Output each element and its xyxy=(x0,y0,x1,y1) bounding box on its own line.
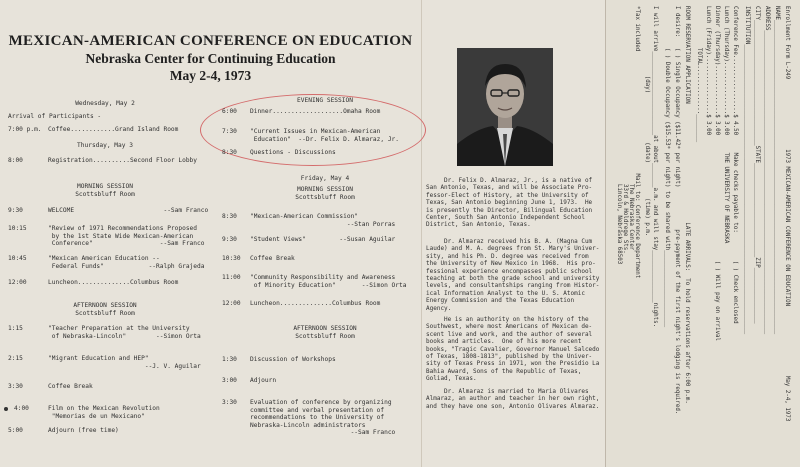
session-time: 10:30 xyxy=(222,255,241,262)
fold-line xyxy=(421,0,422,467)
thu-morning-room: Scottsbluff Room xyxy=(75,191,135,198)
thu-morning-title: MORNING SESSION xyxy=(77,183,133,190)
registration-event: Registration..........Second Floor Lobby xyxy=(48,157,198,164)
session-time: 5:00 xyxy=(8,427,23,434)
form-address-field[interactable]: ADDRESS_______________________________________________________________________________________ xyxy=(764,6,770,335)
evening-title: EVENING SESSION xyxy=(297,97,353,104)
bio-paragraph: Dr. Felix D. Almaraz, Jr., is a native of San Antonio, Texas, and will be Associate Pro- fessor-Elect of History, at the University of Texas, San Antonio beginning June 1, 1973. He is presently the Director, Bilingual Education Center, South San Antonio Independent School District, San Antonio, Texas. xyxy=(426,177,593,229)
session-entry: Adjourn (free time) xyxy=(48,427,119,434)
session-time: 9:30 xyxy=(222,236,237,243)
bio-paragraph: Dr. Almaraz received his B. A. (Magna Cum Laude) and M. A. degrees from St. Mary's Univer- sity, and his Ph. D. degree was received from the University of New Mexico in 1968. His pro- fessional experience encompasses public school teaching at both the grade school and university levels, and consultantships ranging from Histor- ical Information Analyst to the U. S. Atomic Energy Commission and the Texas Education Agency. xyxy=(426,238,600,312)
session-entry: Coffee Break xyxy=(250,255,295,262)
friday-heading: Friday, May 4 xyxy=(300,175,350,182)
conference-dates: May 2-4, 1973 xyxy=(169,68,252,83)
form-institution-field[interactable]: INSTITUTION___________________________________________________________________________________ xyxy=(744,6,750,335)
coffee-event: Coffee............Grand Island Room xyxy=(48,126,179,133)
session-time: 7:30 xyxy=(222,128,237,135)
wednesday-heading: Wednesday, May 2 xyxy=(75,100,135,107)
session-time: 8:30 xyxy=(222,213,237,220)
arrival-label: Arrival of Participants - xyxy=(8,113,102,120)
form-header: Enrollment Form L-249 1973 MEXICAN-AMERICAN CONFERENCE ON EDUCATION May 2-4, 1973 xyxy=(784,6,790,422)
form-fee-line: Dinner (Thursday)..............$ 3.00 ( ) Will pay on arrival xyxy=(714,6,720,342)
session-time: 10:45 xyxy=(8,255,27,262)
fri-morning-room: Scottsbluff Room xyxy=(295,194,355,201)
session-entry: "Student Views" --Susan Aguilar xyxy=(250,236,396,243)
margin-mark xyxy=(4,407,8,411)
form-fee-line: Conference Fee.................$ 4.50 Make checks payable to: ( ) Check enclosed xyxy=(732,6,738,324)
registration-time: 8:00 xyxy=(8,157,23,164)
session-entry: Luncheon..............Columbus Room xyxy=(250,300,381,307)
bio-paragraph: Dr. Almaraz is married to Maria Olivares Almaraz, an author and teacher in her own right, and they have one son, Antonio Olivares Almaraz. xyxy=(426,388,600,410)
fri-afternoon-title: AFTERNOON SESSION xyxy=(293,325,357,332)
fri-afternoon-room: Scottsbluff Room xyxy=(295,333,355,340)
session-entry: Coffee Break xyxy=(48,383,93,390)
session-time: 1:30 xyxy=(222,356,237,363)
conference-host: Nebraska Center for Continuing Education xyxy=(85,51,336,66)
session-time: 2:15 xyxy=(8,355,23,362)
session-entry: "Mexican-American Commission" --Stan Porras xyxy=(250,213,396,228)
fri-morning-title: MORNING SESSION xyxy=(297,186,353,193)
session-entry: Dinner...................Omaha Room xyxy=(250,108,381,115)
session-time: 10:15 xyxy=(8,225,27,232)
coffee-time: 7:00 p.m. xyxy=(8,126,42,133)
form-name-field[interactable]: NAME__________________________________________________________________________________________ xyxy=(774,6,780,335)
session-time: 3:30 xyxy=(222,399,237,406)
form-fee-line: Lunch (Thursday)...............$ 3.00 THE UNIVERSITY OF NEBRASKA xyxy=(723,6,729,244)
form-total-field[interactable]: TOTAL..............________ xyxy=(696,6,702,143)
session-time: 12:00 xyxy=(222,300,241,307)
session-entry: WELCOME --Sam Franco xyxy=(48,207,209,214)
session-time: 1:15 xyxy=(8,325,23,332)
session-entry: Luncheon..............Columbus Room xyxy=(48,279,179,286)
thu-afternoon-title: AFTERNOON SESSION xyxy=(73,302,137,309)
session-time: 12:00 xyxy=(8,279,27,286)
form-room-heading: ROOM RESERVATION APPLICATION LATE ARRIVALS: To hold reservations after 6:00 p.m. xyxy=(684,6,690,404)
portrait-image xyxy=(457,48,553,166)
form-single-option[interactable]: I desire: ( ) Single Occupancy ($11.42* per night) pre-payment of the first night's lodging is required. xyxy=(674,6,680,415)
speaker-photo xyxy=(457,48,553,166)
thu-afternoon-room: Scottsbluff Room xyxy=(75,310,135,317)
form-arrival-field[interactable]: I will arrive________________________at about_______a.m. and will stay_______________nights. xyxy=(652,6,658,328)
session-entry: Adjourn xyxy=(250,377,277,384)
session-entry: "Teacher Preparation at the University of Nebraska-Lincoln" --Simon Orta xyxy=(48,325,201,340)
session-entry: Film on the Mexican Revolution "Memorias de un Mexicano" xyxy=(48,405,160,420)
session-time: 6:00 xyxy=(222,108,237,115)
conference-title: MEXICAN-AMERICAN CONFERENCE ON EDUCATION xyxy=(8,33,413,49)
session-entry: Discussion of Workshops xyxy=(250,356,336,363)
session-entry: "Current Issues in Mexican-American Education" --Dr. Felix D. Almaraz, Jr. xyxy=(250,128,400,143)
form-double-option[interactable]: ( ) Double Occupancy ($15.53* per night) to be shared with______________________ xyxy=(664,6,670,328)
session-entry: Questions - Discussions xyxy=(250,149,336,156)
thursday-heading: Thursday, May 3 xyxy=(77,142,133,149)
session-entry: "Community Responsibility and Awareness of Minority Education" --Simon Orta xyxy=(250,274,407,289)
session-entry: "Mexican American Education -- Federal Funds" --Ralph Grajeda xyxy=(48,255,205,270)
session-entry: "Migrant Education and HEP" --J. V. Aguilar xyxy=(48,355,201,370)
form-fee-line: Lunch (Friday).................$ 3.00 xyxy=(705,6,711,136)
bio-paragraph: He is an authority on the history of the Southwest, where most Americans of Mexican de- scent live and work, and the author of several books and articles. One of his more recent books, "Tragic Cavalier, Governor Manuel Salcedo of Texas, 1808-1813", published by the Univer- sity of Texas Press in 1971, won the Presidio La Bahia Award, Sons of the Republic of Texas, Goliad, Texas. xyxy=(426,316,600,383)
session-time: 3:00 xyxy=(222,377,237,384)
session-time: 9:30 xyxy=(8,207,23,214)
form-arrival-caption: (day) (date) (time) p.m. xyxy=(644,6,650,237)
session-time: 3:30 xyxy=(8,383,23,390)
session-time: 8:30 xyxy=(222,149,237,156)
form-city-field[interactable]: CITY____________________________________STATE___________________________ZIP________________ xyxy=(754,6,760,324)
session-time: 11:00 xyxy=(222,274,241,281)
session-entry: "Review of 1971 Recommendations Proposed by the 1st State Wide Mexican-American Conference" --Sam Franco xyxy=(48,225,205,248)
session-entry: Evaluation of conference by organizing committee and verbal presentation of recommendations to the University of Nebraska-Lincoln administrators --Sam Franco xyxy=(250,399,396,437)
form-mail-to: *Tax included Mail to: Conference Department The Nebraska Center 33rd & Holdrege Sts. Lincoln, Nebraska 68503 xyxy=(616,6,640,279)
session-time: 4:00 xyxy=(14,405,29,412)
